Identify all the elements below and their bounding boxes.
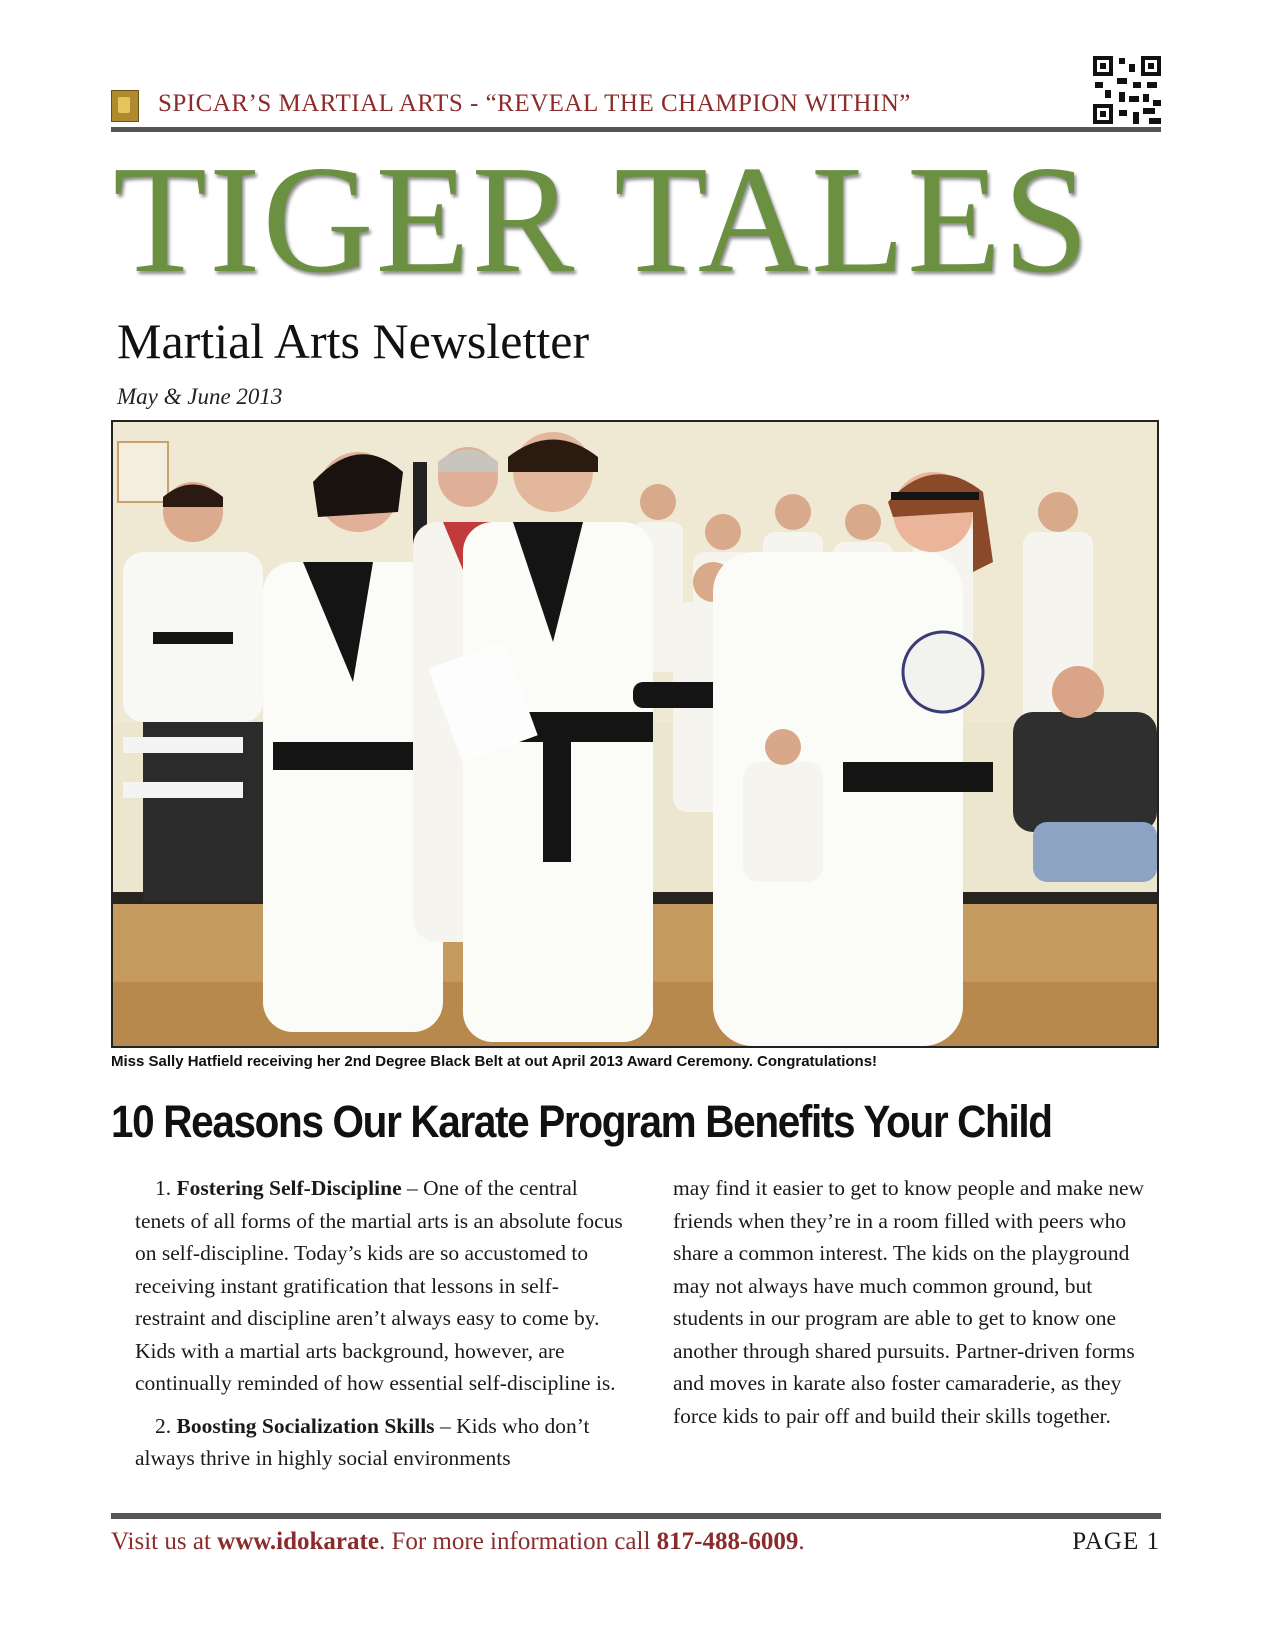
school-tagline: SPICAR’S MARTIAL ARTS - “REVEAL THE CHAMPION WITHIN”	[158, 90, 911, 117]
footer-rule	[111, 1513, 1161, 1519]
header-rule	[111, 127, 1161, 132]
reason-body: One of the central tenets of all forms of the martial arts is an absolute focus on self-discipline. Today’s kids are so accustomed to receiving instant gratification that lessons in self-restraint and discipline aren’t always easy to come by. Kids with a martial arts background, however, are continually reminded of how essential self-discipline is.	[135, 1176, 623, 1395]
reason-dash: –	[434, 1413, 457, 1438]
article-column-left	[135, 1172, 625, 1485]
reason-title: Boosting Socialization Skills	[176, 1413, 435, 1438]
phone-number[interactable]: 817-488-6009	[656, 1528, 799, 1555]
award-ceremony-photo	[111, 420, 1159, 1048]
footer-end: .	[798, 1528, 805, 1555]
photo-caption: Miss Sally Hatfield receiving her 2nd Degree Black Belt at out April 2013 Award Ceremony. Congratulations!	[111, 1053, 878, 1070]
article-headline: 10 Reasons Our Karate Program Benefits Your Child	[111, 1096, 1052, 1147]
qr-code-icon[interactable]	[1093, 56, 1161, 124]
reason-item	[135, 1410, 625, 1475]
reason-continuation: may find it easier to get to know people and make new friends when they’re in a room filled with peers who share a common interest. The kids on the playground may not always have much common ground, but students in our program are able to get to know one another through shared pursuits. Partner-driven forms and moves in karate also foster camaraderie, as they force kids to pair off and build their skills together.	[673, 1176, 1145, 1428]
dojo-crest-icon	[111, 90, 139, 122]
footer-visit-prefix: Visit us at	[111, 1528, 218, 1555]
reason-item	[135, 1172, 625, 1400]
website-link[interactable]: www.idokarate	[217, 1528, 379, 1555]
reason-number: 2.	[155, 1413, 172, 1438]
newsletter-subtitle: Martial Arts Newsletter	[117, 313, 590, 369]
issue-date: May & June 2013	[117, 384, 283, 409]
footer-contact	[111, 1528, 805, 1556]
reason-dash: –	[401, 1176, 424, 1200]
page-number: PAGE 1	[1072, 1528, 1160, 1555]
reason-title: Fostering Self-Discipline	[176, 1176, 402, 1200]
article-column-right	[673, 1172, 1161, 1442]
newsletter-title: TIGER TALES	[113, 135, 1091, 305]
reason-number: 1.	[155, 1176, 172, 1200]
reason-body: Kids who don’t always thrive in highly social environments	[135, 1413, 590, 1470]
footer-info-text: . For more information call	[378, 1528, 657, 1555]
